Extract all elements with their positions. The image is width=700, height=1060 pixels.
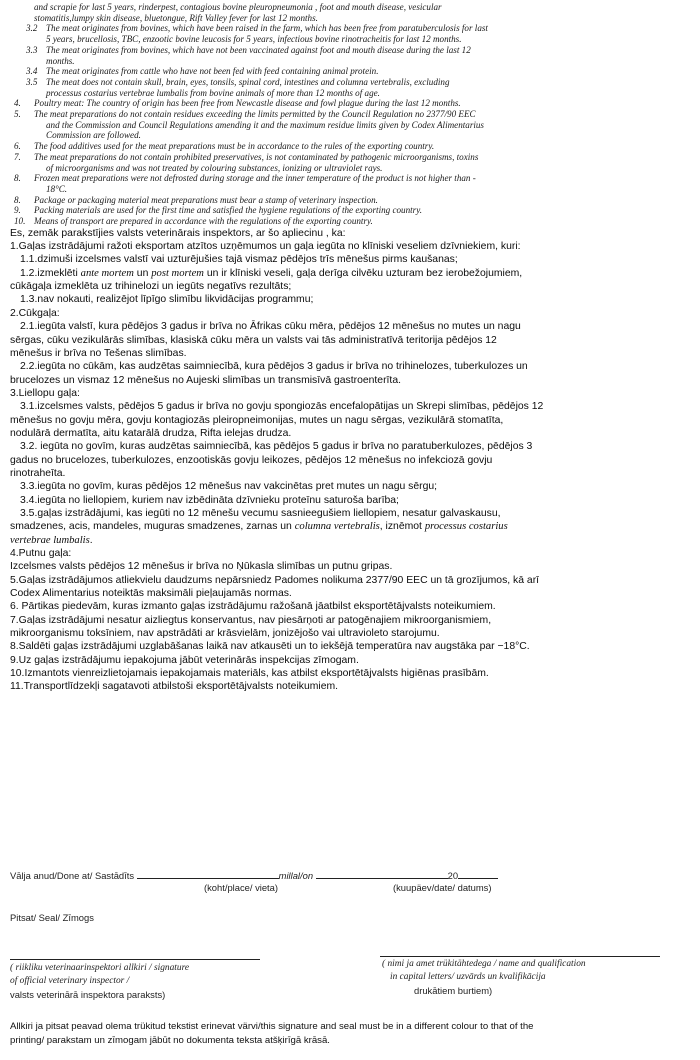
year-prefix: 20 (447, 870, 459, 881)
latvian-line: brucelozes un vismaz 12 mēnešus no Aujeski slimības un transmisīvā gastroenterīta. (10, 374, 401, 386)
clause-text: Packing materials are used for the first time and satisfied the hygiene regulations of the exporting country. (34, 205, 423, 216)
clause-text: Commission are followed. (46, 130, 141, 141)
latin-term: columna vertebralis (294, 521, 380, 533)
date-blank[interactable] (316, 869, 448, 879)
latvian-line: Izcelsmes valsts pēdējos 12 mēnešus ir brīva no Ņūkasla slimības un putnu gripas. (10, 561, 393, 573)
clause-text: The meat does not contain skull, brain, eyes, tonsils, spinal cord, intestines and columna vertebralis, excluding (46, 76, 450, 87)
latvian-line: 8.Saldēti gaļas izstrādājumi uzglabāšanas laikā nav atkausēti un to iekšējā temperatūra nav augstāka par −18°C. (10, 641, 530, 653)
clause-text: The food additives used for the meat preparations must be in accordance to the rules of the exporting country. (34, 141, 435, 152)
latvian-line: 3.1.izcelsmes valsts, pēdējos 5 gadus ir brīva no govju spongiozās encefalopātijas un Skrepi slimības, pēdējos 12 (20, 401, 544, 413)
name-caption (382, 958, 586, 997)
clause-number: 8. (14, 194, 21, 205)
english-line (14, 184, 686, 195)
footer-line-2: printing/ parakstam un zīmogam jābūt no dokumenta teksta atšķirīgā krāsā. (10, 1035, 330, 1046)
name-caption-line-3: drukātiem burtiem) (414, 985, 493, 996)
english-line (14, 205, 686, 216)
clause-number: 3.4 (26, 66, 38, 77)
clause-text: months. (46, 55, 75, 66)
latvian-line: mēnešus ir brīva no Tešenas slimības. (10, 347, 187, 359)
clause-text: Means of transport are prepared in accordance with the regulations of the exporting country. (34, 216, 373, 227)
clause-text: Poultry meat: The country of origin has been free from Newcastle disease and fowl plague during the last 12 months. (34, 98, 461, 109)
signature-line (10, 959, 260, 960)
latvian-line: 2.2.iegūta no cūkām, kas audzētas saimniecībā, kura pēdējos 3 gadus ir brīva no trihinelozes, tuberkulozes un (20, 361, 528, 373)
clause-text: The meat originates from bovines, which have not been vaccinated against foot and mouth disease during the last 12 (46, 44, 471, 55)
latvian-line: 5.Gaļas izstrādājumos atliekvielu daudzums nepārsniedz Padomes nolikuma 2377/90 EEC un tā grozījumos, kā arī (10, 574, 540, 586)
latvian-line: 6. Pārtikas piedevām, kuras izmanto gaļas izstrādājumu ražošanā jāatbilst eksportētājvalsts noteikumiem. (10, 601, 496, 613)
clause-text: The meat preparations do not contain prohibited preservatives, is not contaminated by pathogenic microorganisms, toxins (34, 151, 479, 162)
clause-text: The meat originates from bovines, which have been raised in the farm, which has been free from paratuberculosis for last (46, 23, 488, 34)
clause-text: and scrapie for last 5 years, rinderpest, contagious bovine pleuropneumonia , foot and mouth disease, vesicular (34, 2, 442, 12)
latvian-line: 1.2.izmeklēti ante mortem un post mortem un ir klīniski veseli, gaļa derīga cilvēku uzturam bez ierobežojumiem, (20, 267, 523, 279)
latvian-line: 1.Gaļas izstrādājumi ražoti eksportam atzītos uzņēmumos un gaļa iegūta no klīniski veseliem dzīvniekiem, kuri: (10, 241, 521, 253)
signature-caption (10, 962, 189, 1001)
clause-number: 10. (14, 216, 26, 227)
english-line (14, 109, 686, 120)
clause-number: 8. (14, 173, 21, 184)
english-line (14, 141, 686, 152)
clause-text: stomatitis,lumpy skin disease, bluetongue, Rift Valley fever for last 12 months. (34, 12, 318, 23)
latvian-line: vertebrae lumbalis. (10, 534, 93, 546)
clause-text: and the Commission and Council Regulations amending it and the maximum residue limits given by Codex Alimentarius (46, 119, 484, 130)
clause-number: 6. (14, 141, 21, 152)
latvian-line: nodulārā dermatīta, aitu katarālā drudza, Rifta ielejas drudza. (10, 427, 292, 439)
english-line (14, 56, 686, 67)
english-line (14, 2, 686, 13)
latvian-line: 3.Liellopu gaļa: (10, 387, 80, 399)
english-line (14, 13, 686, 24)
clause-text: of microorganisms and was not treated by colouring substances, ionizing or ultraviolet rays. (46, 162, 383, 173)
clause-number: 3.2 (26, 23, 38, 34)
latvian-line: sērgas, cūku vezikulārās slimības, klasiskā cūku mēra un valsts vai tās administratīvā teritorija pēdējos 12 (10, 334, 497, 346)
english-line (14, 173, 686, 184)
signature-caption-line-3: valsts veterinārā inspektora paraksts) (10, 989, 166, 1000)
latvian-line: Codex Alimentarius noteiktās maksimāli pieļaujamās normas. (10, 588, 292, 600)
english-line (14, 195, 686, 206)
latvian-line: 3.5.gaļas izstrādājumi, kas iegūti no 12 mēnešu vecumu sasnieegušiem liellopiem, nesatur galvaskausu, (20, 507, 501, 519)
done-at-label: Vālja anud/Done at/ Sastādīts (10, 870, 135, 881)
english-conditions-block (14, 0, 686, 227)
english-line (14, 34, 686, 45)
english-line (14, 77, 686, 88)
signature-caption-line-2: of official veterinary inspector / (10, 976, 130, 986)
year-blank[interactable] (458, 869, 498, 879)
english-line (14, 130, 686, 141)
english-line (14, 88, 686, 99)
seal-label: Pitsat/ Seal/ Zīmogs (10, 912, 94, 923)
clause-text: Package or packaging material meat preparations must bear a stamp of veterinary inspection. (34, 194, 378, 205)
latvian-line: 2.Cūkgaļa: (10, 307, 60, 319)
latvian-line: mikroorganismu toksīniem, nav apstrādāti ar krāsvielām, jonizējošo vai ultravioleto starojumu. (10, 628, 440, 640)
on-label: millal/on (278, 870, 314, 881)
english-line (14, 66, 686, 77)
latvian-line: 3.3.iegūta no govīm, kuras pēdējos 12 mēnešus nav vakcinētas pret mutes un nagu sērgu; (20, 481, 438, 493)
english-line (14, 23, 686, 34)
clause-text: 18°C. (46, 183, 68, 194)
footer-note (10, 1020, 690, 1048)
latin-term: ante mortem (80, 267, 134, 279)
clause-number: 9. (14, 205, 21, 216)
latvian-line: Es, zemāk parakstījies valsts veterinārais inspektors, ar šo apliecinu , ka: (10, 227, 346, 239)
latvian-certification-block (10, 227, 686, 694)
clause-text: 5 years, brucellosis, TBC, enzootic bovine leucosis for 5 years, infectious bovine rinotracheitis for last 12 months. (46, 34, 462, 45)
clause-number: 4. (14, 98, 21, 109)
latvian-line: 7.Gaļas izstrādājumi nesatur aizliegtus konservantus, nav piesārņoti ar patogēnajiem mikroorganismiem, (10, 614, 492, 626)
clause-number: 3.5 (26, 76, 38, 87)
latvian-line: rinotraheīta. (10, 467, 66, 479)
clause-number: 3.3 (26, 44, 38, 55)
clause-text: processus costarius vertebrae lumbalis from bovine animals of more than 12 months of age. (46, 87, 380, 98)
place-blank[interactable] (137, 869, 279, 879)
clause-text: The meat originates from cattle who have not been fed with feed containing animal protein. (46, 66, 379, 77)
date-caption: (kuupäev/date/ datums) (393, 882, 492, 893)
done-at-line (10, 869, 498, 881)
name-caption-line-2: in capital letters/ uzvārds un kvalifikācija (390, 972, 546, 982)
english-line (14, 163, 686, 174)
latvian-line: mēnešus no govju mēra, govju kontagiozās pleiropneimonijas, mutes un nagu sērgas, vezikulārā stomatīta, (10, 414, 504, 426)
latvian-line: 11.Transportlīdzekļi sagatavoti atbilstoši eksportētājvalsts noteikumiem. (10, 681, 339, 693)
latvian-line: 1.1.dzimuši izcelsmes valstī vai uzturējušies tajā vismaz pēdējos trīs mēnešus pirms kaušanas; (20, 254, 458, 266)
english-line (14, 152, 686, 163)
latin-term: vertebrae lumbalis (10, 534, 90, 546)
signature-caption-line-1: ( riikliku veterinaarinspektori allkiri / signature (10, 963, 190, 973)
name-caption-line-1: ( nimi ja amet trükitähtedega / name and qualification (382, 959, 586, 969)
latvian-line: smadzenes, acis, mandeles, muguras smadzenes, zarnas un columna vertebralis, iznēmot processus costarius (10, 521, 508, 533)
name-line (380, 956, 660, 957)
english-line (14, 98, 686, 109)
latvian-line: 10.Izmantots vienreizlietojamais iepakojamais materiāls, kas atbilst eksportētājvalsts higiēnas prasībām. (10, 668, 489, 680)
latvian-line: 2.1.iegūta valstī, kura pēdējos 3 gadus ir brīva no Āfrikas cūku mēra, pēdējos 12 mēnešus no mutes un nagu (20, 321, 521, 333)
clause-text: The meat preparations do not contain residues exceeding the limits permitted by the Council Regulation no 2377/90 EEC (34, 109, 476, 120)
latvian-line: 3.2. iegūta no govīm, kuras audzētas saimniecībā, kas pēdējos 5 gadus ir brīva no paratuberkulozes, pēdējos 3 (20, 441, 533, 453)
english-line (14, 120, 686, 131)
latvian-line: 1.3.nav nokauti, realizējot līpīgo slimību likvidācijas programmu; (20, 294, 314, 306)
clause-number: 5. (14, 109, 21, 120)
place-caption: (koht/place/ vieta) (204, 882, 278, 893)
clause-number: 7. (14, 151, 21, 162)
latvian-line: 4.Putnu gaļa: (10, 548, 72, 560)
latin-term: processus costarius (424, 521, 508, 533)
latvian-line: gadus no brucelozes, tuberkulozes, enzootiskās govju leikozes, pēdējos 12 mēnešus no infekciozā govju (10, 454, 493, 466)
latin-term: post mortem (151, 267, 204, 279)
english-line (14, 45, 686, 56)
latvian-line: 3.4.iegūta no liellopiem, kuriem nav izbēdināta dzīvnieku proteīnu saturoša barība; (20, 494, 399, 506)
latvian-line: 9.Uz gaļas izstrādājumu iepakojuma jābūt veterinārās inspekcijas zīmogam. (10, 654, 359, 666)
latvian-line: cūkāgaļa izmeklēta uz trihinelozi un iegūts negatīvs rezultāts; (10, 281, 292, 293)
english-line (14, 216, 686, 227)
footer-line-1: Allkiri ja pitsat peavad olema trükitud tekstist erinevat värvi/this signature and seal must be in a different colour to that of the (10, 1021, 534, 1032)
clause-text: Frozen meat preparations were not defrosted during storage and the inner temperature of the product is not higher than - (34, 173, 476, 184)
